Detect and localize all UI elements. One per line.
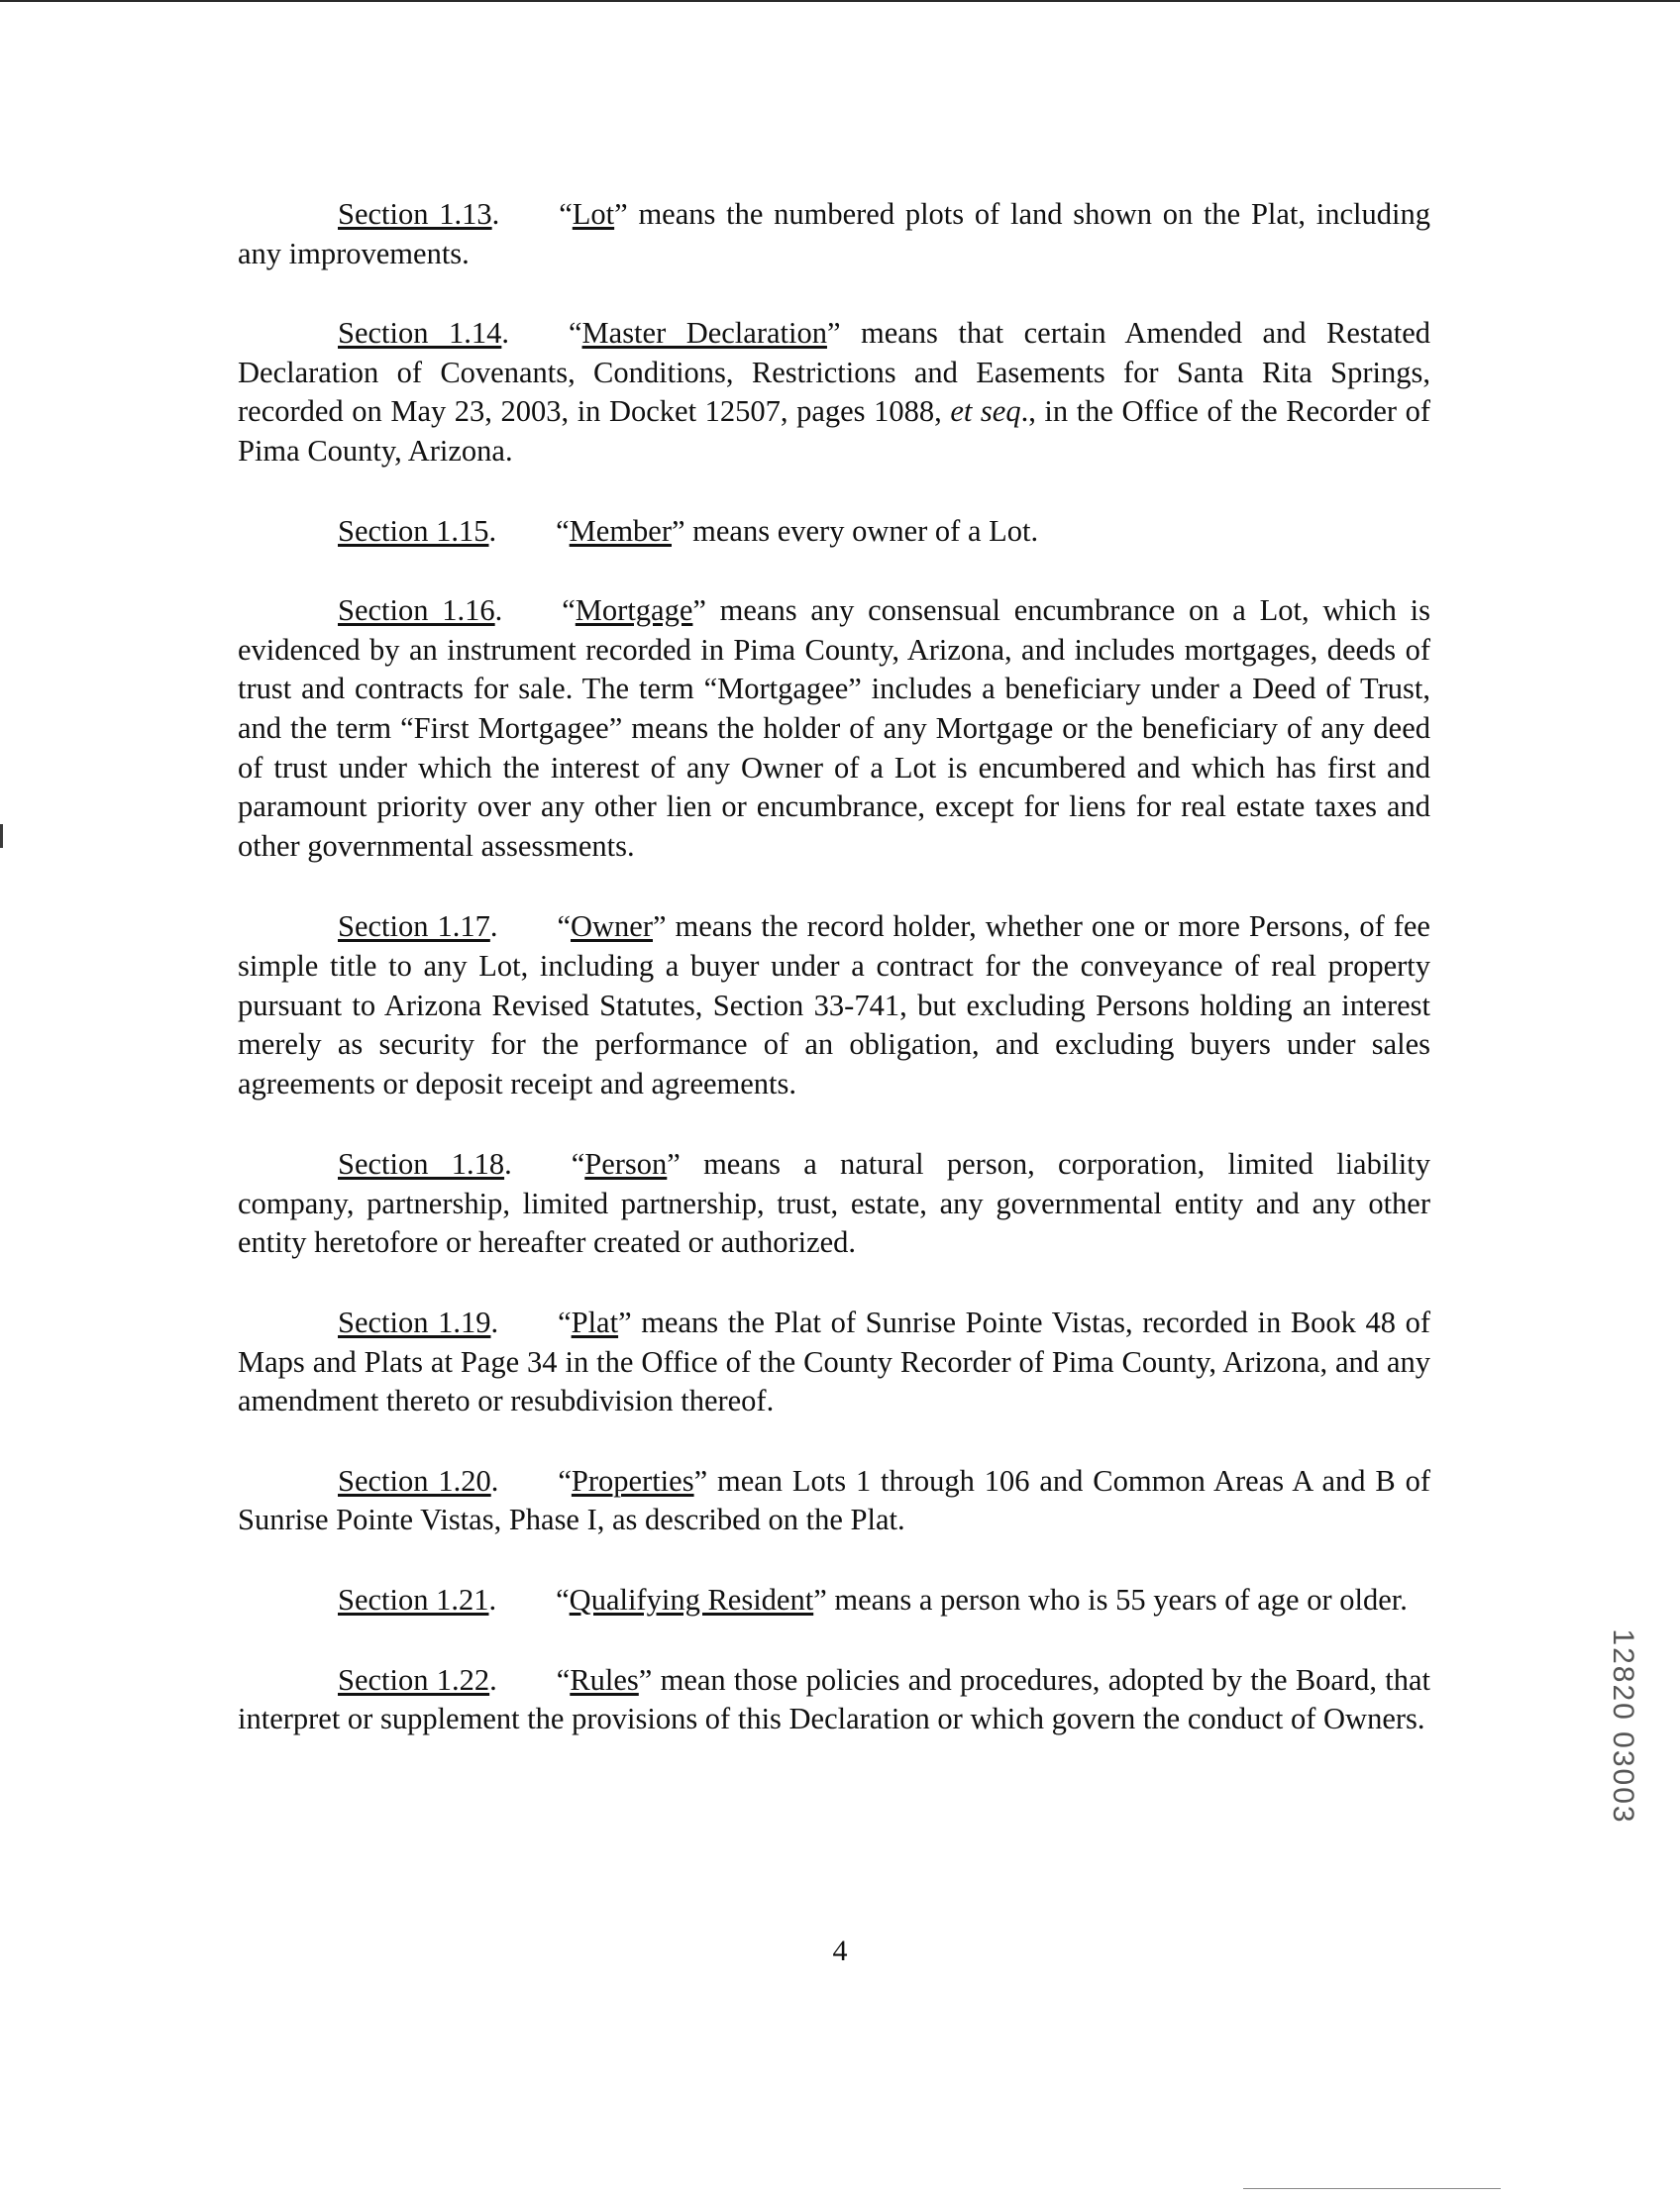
defined-term: Lot (572, 197, 615, 231)
section-text: means any consensual encumbrance on a Lot, which is evidenced by an instrument recorded in Pima County, Arizona, and includes mortgages, deeds of trust and contracts for sale. The term “Mortgagee” includes a beneficiary under a Deed of Trust, and the term “First Mortgagee” means the holder of any Mortgage or the beneficiary of any deed of trust under which the interest of any Owner of a Lot is encumbered and which has first and paramount priority over any other lien or encumbrance, except for liens for real estate taxes and other governmental assessments. (238, 593, 1430, 863)
scan-edge-top (0, 0, 1680, 2)
section-label: Section 1.14 (338, 316, 502, 351)
section-text: ., in the Office of the Recorder of Pima County, Arizona. (238, 394, 1431, 468)
recording-stamp-number: 12820 03003 (1607, 1628, 1639, 1825)
document-body (238, 195, 1430, 1739)
section-1-22: Section 1.22. “Rules” mean those policies and procedures, adopted by the Board, that interpret or supplement the provisions of this Declaration or which govern the conduct of Owners. (238, 1662, 1430, 1736)
section-1-20: Section 1.20. “Properties” mean Lots 1 through 106 and Common Areas A and B of Sunrise Pointe Vistas, Phase I, as described on the Plat. (238, 1463, 1430, 1537)
section-text: means a person who is 55 years of age or older. (834, 1583, 1408, 1618)
section-label: Section 1.21 (338, 1583, 489, 1618)
section-text: means every owner of a Lot. (692, 513, 1039, 548)
section-text: means the Plat of Sunrise Pointe Vistas, recorded in Book 48 of Maps and Plats at Page 34 in the Office of the County Recorder of Pima County, Arizona, and any amendment thereto or resubdivision thereof. (238, 1306, 1430, 1418)
section-1-18: Section 1.18. “Person” means a natural person, corporation, limited liability company, partnership, limited partnership, trust, estate, any governmental entity and any other entity heretofore or hereafter created or authorized. (238, 1147, 1430, 1260)
section-text: mean those policies and procedures, adopted by the Board, that interpret or supplement the provisions of this Declaration or which govern the conduct of Owners. (238, 1662, 1430, 1736)
defined-term: Member (569, 513, 672, 548)
section-label: Section 1.16 (338, 593, 495, 628)
section-label: Section 1.15 (338, 513, 489, 548)
section-text: means the record holder, whether one or more Persons, of fee simple title to any Lot, including a buyer under a contract for the conveyance of real property pursuant to Arizona Revised Statutes, Section 33-741, but excluding Persons holding an interest merely as security for the performance of an obligation, and excluding buyers under sales agreements or deposit receipt and agreements. (238, 909, 1430, 1100)
section-label: Section 1.22 (338, 1662, 490, 1697)
section-1-17: Section 1.17. “Owner” means the record holder, whether one or more Persons, of fee simple title to any Lot, including a buyer under a contract for the conveyance of real property pursuant to Arizona Revised Statutes, Section 33-741, but excluding Persons holding an interest merely as security for the performance of an obligation, and excluding buyers under sales agreements or deposit receipt and agreements. (238, 909, 1430, 1100)
recording-stamp (1608, 1597, 1637, 1856)
section-1-13: Section 1.13. “Lot” means the numbered plots of land shown on the Plat, including any improvements. (238, 197, 1430, 270)
section-1-19: Section 1.19. “Plat” means the Plat of Sunrise Pointe Vistas, recorded in Book 48 of Maps and Plats at Page 34 in the Office of the County Recorder of Pima County, Arizona, and any amendment thereto or resubdivision thereof. (238, 1306, 1430, 1418)
section-label: Section 1.18 (338, 1147, 505, 1182)
section-text: means a natural person, corporation, limited liability company, partnership, limited partnership, trust, estate, any governmental entity and any other entity heretofore or hereafter created or authorized. (238, 1147, 1430, 1260)
page-number: 4 (832, 1935, 848, 1967)
defined-term: Properties (571, 1463, 694, 1498)
section-text: means the numbered plots of land shown on the Plat, including any improvements. (238, 197, 1430, 270)
defined-term: Owner (571, 909, 653, 944)
section-label: Section 1.17 (338, 909, 490, 944)
defined-term: Rules (570, 1662, 639, 1697)
section-text-italic: et seq (950, 394, 1021, 429)
section-1-16: Section 1.16. “Mortgage” means any consensual encumbrance on a Lot, which is evidenced by an instrument recorded in Pima County, Arizona, and includes mortgages, deeds of trust and contracts for sale. The term “Mortgagee” includes a beneficiary under a Deed of Trust, and the term “First Mortgagee” means the holder of any Mortgage or the beneficiary of any deed of trust under which the interest of any Owner of a Lot is encumbered and which has first and paramount priority over any other lien or encumbrance, except for liens for real estate taxes and other governmental assessments. (238, 593, 1430, 863)
section-label: Section 1.13 (338, 197, 492, 231)
scan-edge-mark (0, 824, 3, 848)
section-1-21: Section 1.21. “Qualifying Resident” means a person who is 55 years of age or older. (338, 1583, 1408, 1618)
defined-term: Qualifying Resident (569, 1583, 814, 1618)
defined-term: Plat (571, 1306, 619, 1340)
section-text: mean Lots 1 through 106 and Common Areas A and B of Sunrise Pointe Vistas, Phase I, as described on the Plat. (238, 1463, 1430, 1537)
defined-term: Mortgage (575, 593, 693, 628)
section-label: Section 1.20 (338, 1463, 491, 1498)
section-1-15: Section 1.15. “Member” means every owner of a Lot. (338, 513, 1039, 548)
section-1-14: Section 1.14. “Master Declaration” means that certain Amended and Restated Declaration of Covenants, Conditions, Restrictions and Easements for Santa Rita Springs, recorded on May 23, 2003, in Docket 12507, pages 1088, et seq., in the Office of the Recorder of Pima County, Arizona. (238, 316, 1431, 468)
scan-edge-bottom (1243, 2188, 1501, 2189)
section-text: means that certain Amended and Restated Declaration of Covenants, Conditions, Restrictions and Easements for Santa Rita Springs, recorded on May 23, 2003, in Docket 12507, pages 1088, (238, 316, 1430, 429)
defined-term: Person (584, 1147, 668, 1182)
defined-term: Master Declaration (581, 316, 827, 351)
section-label: Section 1.19 (338, 1306, 491, 1340)
